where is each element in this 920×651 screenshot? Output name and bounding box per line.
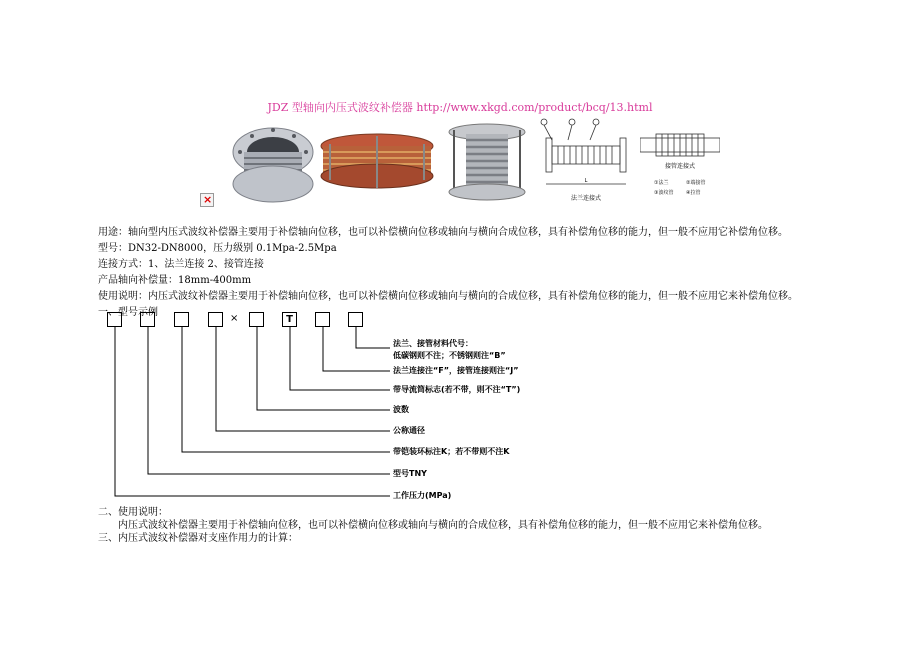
label-type: 型号TNY xyxy=(393,469,427,478)
label-ring: 带铠装环标注K；若不带则不注K xyxy=(393,447,510,456)
section-3-heading: 三、内压式波纹补偿器对支座作用力的计算： xyxy=(98,533,298,544)
usage-text: 用途：轴向型内压式波纹补偿器主要用于补偿轴向位移，也可以补偿横向位移或轴向与横向合成位移，具有补偿角位移的能力，但一般不应用它补偿角位移。 xyxy=(98,227,788,238)
section-2-heading: 二、使用说明： xyxy=(98,507,168,518)
compensation-text: 产品轴向补偿量：18mm-400mm xyxy=(98,275,252,286)
section-1-heading: 一、型号示例 xyxy=(98,307,158,318)
svg-text:L: L xyxy=(584,178,588,184)
broken-image-icon: × xyxy=(200,193,214,207)
label-material-2: 低碳钢则不注；不锈钢则注“B” xyxy=(393,351,506,360)
label-connection: 法兰连接注“F”，接管连接则注“J” xyxy=(393,366,519,375)
section-2-text: 内压式波纹补偿器主要用于补偿轴向位移，也可以补偿横向位移或轴向与横向的合成位移，具有补偿角位移的能力，但一般不应用它来补偿角位移。 xyxy=(118,520,768,531)
connection-text: 连接方式：1、法兰连接 2、接管连接 xyxy=(98,259,264,270)
label-waves: 波数 xyxy=(393,405,409,414)
label-pressure: 工作压力(MPa) xyxy=(393,491,452,500)
times-symbol: × xyxy=(230,313,239,324)
pipe-drawing-caption: 接管连接式 xyxy=(664,163,696,170)
model-text: 型号：DN32-DN8000，压力级别 0.1Mpa-2.5Mpa xyxy=(98,243,337,254)
svg-text:④拉管: ④拉管 xyxy=(686,190,701,196)
svg-text:①法兰: ①法兰 xyxy=(654,180,669,186)
page-title[interactable]: JDZ 型轴向内压式波纹补偿器 http://www.xkgd.com/product/bcq/13.html xyxy=(267,101,653,114)
instructions-text: 使用说明：内压式波纹补偿器主要用于补偿轴向位移，也可以补偿横向位移或轴向与横向的合成位移，具有补偿角位移的能力，但一般不应用它来补偿角位移。 xyxy=(98,291,798,302)
svg-text:②端接管: ②端接管 xyxy=(686,180,706,186)
flange-drawing-caption: 法兰连接式 xyxy=(570,195,602,202)
label-material-1: 法兰、接管材料代号： xyxy=(393,339,473,348)
code-box-t: T xyxy=(282,312,297,327)
label-diameter: 公称通径 xyxy=(393,426,425,435)
svg-text:③波纹管: ③波纹管 xyxy=(654,190,674,196)
label-guide: 带导流筒标志(若不带，则不注“T”) xyxy=(393,385,521,394)
